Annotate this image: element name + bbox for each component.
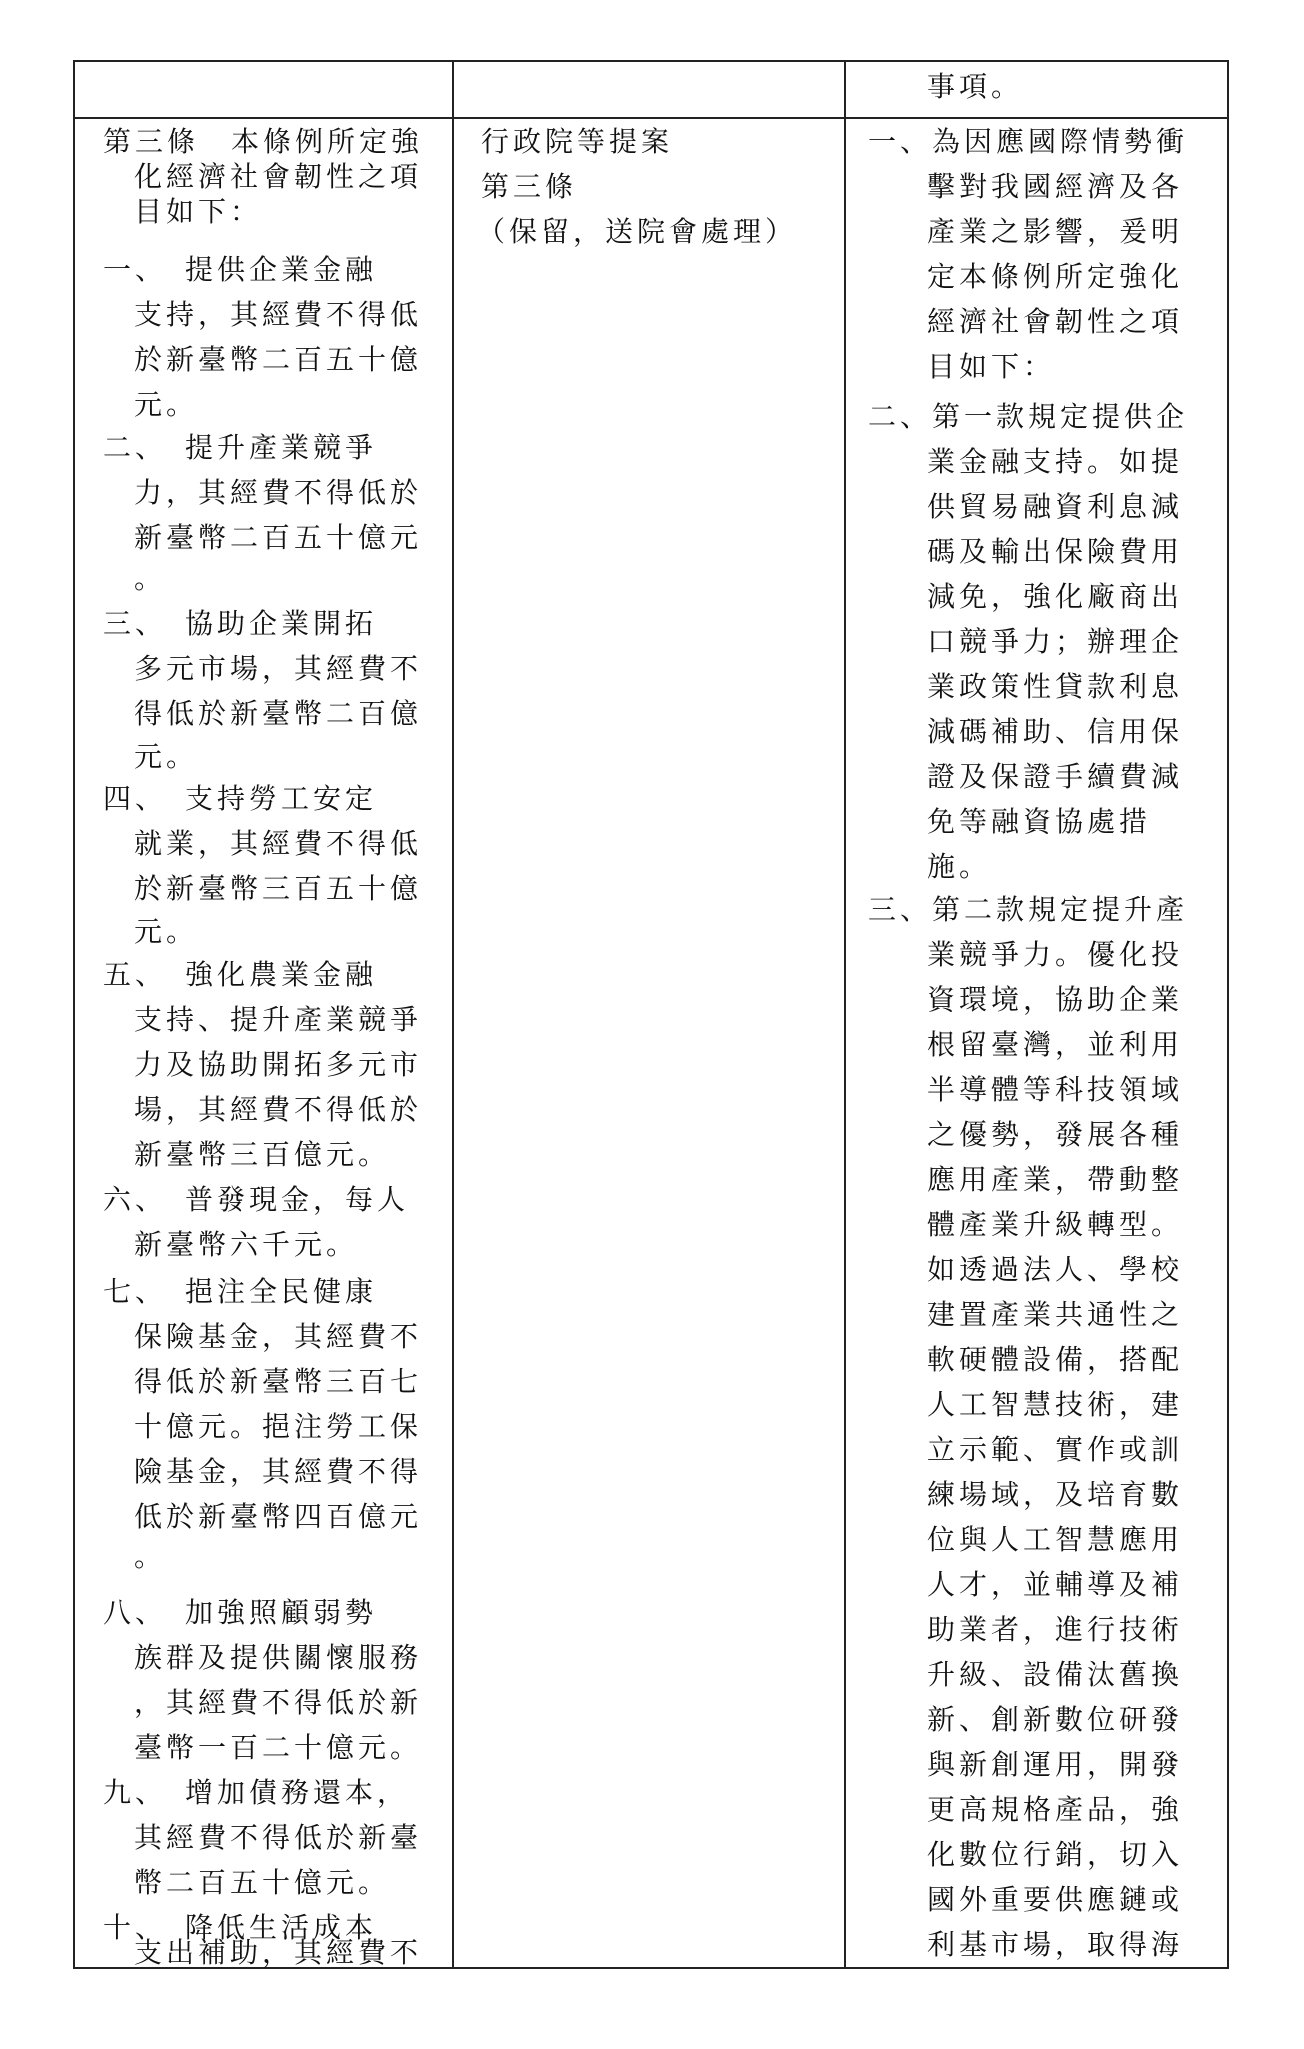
col1-line: 十、 降低生活成本 xyxy=(103,1911,378,1944)
col3-line: 助業者，進行技術 xyxy=(927,1613,1184,1646)
column-divider-1 xyxy=(452,62,454,1967)
col1-line: 三、 協助企業開拓 xyxy=(103,607,378,640)
col3-line: 業競爭力。優化投 xyxy=(927,938,1184,971)
col2-line: 第三條 xyxy=(481,170,578,203)
col3-line: 人工智慧技術，建 xyxy=(927,1388,1184,1421)
col1-line: 多元市場，其經費不 xyxy=(134,652,423,685)
col3-line: 國外重要供應鏈或 xyxy=(927,1883,1184,1916)
header-col3-text: 事項。 xyxy=(927,70,1024,103)
col3-line: 體產業升級轉型。 xyxy=(927,1208,1184,1241)
col1-line: ，其經費不得低於新 xyxy=(134,1686,423,1719)
col3-line: 證及保證手續費減 xyxy=(927,760,1184,793)
col1-line: 其經費不得低於新臺 xyxy=(134,1821,423,1854)
col3-line: 更高規格產品，強 xyxy=(927,1793,1184,1826)
col1-line: 二、 提升產業競爭 xyxy=(103,431,378,464)
col1-line: 四、 支持勞工安定 xyxy=(103,782,378,815)
col3-line: 利基市場，取得海 xyxy=(927,1928,1184,1961)
col1-line: 力，其經費不得低於 xyxy=(134,476,423,509)
col1-line: 得低於新臺幣三百七 xyxy=(134,1365,423,1398)
col1-line: 八、 加強照顧弱勢 xyxy=(103,1596,378,1629)
column-divider-2 xyxy=(844,62,846,1967)
col1-line: 支持、提升產業競爭 xyxy=(134,1003,423,1036)
col1-line: 臺幣一百二十億元。 xyxy=(134,1731,423,1764)
col1-line: 低於新臺幣四百億元 xyxy=(134,1500,423,1533)
col3-line: 升級、設備汰舊換 xyxy=(927,1658,1184,1691)
col1-line: 於新臺幣二百五十億 xyxy=(134,343,423,376)
col3-line: 擊對我國經濟及各 xyxy=(927,170,1184,203)
col1-line: 險基金，其經費不得 xyxy=(134,1455,423,1488)
header-row-divider xyxy=(75,117,1227,119)
col1-line: 元。 xyxy=(134,915,199,948)
col1-line: 就業，其經費不得低 xyxy=(134,827,423,860)
col3-line: 建置產業共通性之 xyxy=(927,1298,1184,1331)
col1-line: 。 xyxy=(134,562,167,595)
col3-line: 資環境，協助企業 xyxy=(927,983,1184,1016)
col1-line: 元。 xyxy=(134,388,199,421)
col1-line: 得低於新臺幣二百億 xyxy=(134,697,423,730)
col3-line: 減碼補助、信用保 xyxy=(927,715,1184,748)
col3-line: 目如下： xyxy=(927,350,1056,383)
col1-line: 支持，其經費不得低 xyxy=(134,298,423,331)
col3-line: 人才，並輔導及補 xyxy=(927,1568,1184,1601)
col3-line: 如透過法人、學校 xyxy=(927,1253,1184,1286)
col3-line: 口競爭力；辦理企 xyxy=(927,625,1184,658)
col3-line: 新、創新數位研發 xyxy=(927,1703,1184,1736)
col3-line: 減免，強化廠商出 xyxy=(927,580,1184,613)
col1-line: 第三條 本條例所定強 xyxy=(103,125,424,158)
col3-line: 業金融支持。如提 xyxy=(927,445,1184,478)
col1-line: 力及協助開拓多元市 xyxy=(134,1048,423,1081)
col3-line: 根留臺灣，並利用 xyxy=(927,1028,1184,1061)
col1-line: 新臺幣六千元。 xyxy=(134,1228,359,1261)
col3-line: 供貿易融資利息減 xyxy=(927,490,1184,523)
col1-line: 九、 增加債務還本， xyxy=(103,1776,410,1809)
col2-line: （保留，送院會處理） xyxy=(477,215,798,248)
col3-line: 化數位行銷，切入 xyxy=(927,1838,1184,1871)
col3-line: 立示範、實作或訓 xyxy=(927,1433,1184,1466)
col1-line: 場，其經費不得低於 xyxy=(134,1093,423,1126)
col1-line: 支出補助，其經費不 xyxy=(134,1936,423,1969)
col3-line: 與新創運用，開發 xyxy=(927,1748,1184,1781)
col1-line: 。 xyxy=(134,1540,167,1573)
col3-line: 應用產業，帶動整 xyxy=(927,1163,1184,1196)
col1-line: 目如下： xyxy=(134,195,263,228)
col1-line: 元。 xyxy=(134,740,199,773)
col3-line: 三、第二款規定提升產 xyxy=(868,893,1189,926)
col3-line: 半導體等科技領域 xyxy=(927,1073,1184,1106)
col1-line: 於新臺幣三百五十億 xyxy=(134,872,423,905)
col3-line: 經濟社會韌性之項 xyxy=(927,305,1184,338)
col1-line: 十億元。挹注勞工保 xyxy=(134,1410,423,1443)
col3-line: 碼及輸出保險費用 xyxy=(927,535,1184,568)
col1-line: 族群及提供關懷服務 xyxy=(134,1641,423,1674)
col1-line: 六、 普發現金，每人 xyxy=(103,1183,410,1216)
col3-line: 一、為因應國際情勢衝 xyxy=(868,125,1189,158)
col3-line: 二、第一款規定提供企 xyxy=(868,400,1189,433)
col3-line: 免等融資協處措 xyxy=(927,805,1152,838)
col3-line: 定本條例所定強化 xyxy=(927,260,1184,293)
col1-line: 新臺幣三百億元。 xyxy=(134,1138,391,1171)
col3-line: 之優勢，發展各種 xyxy=(927,1118,1184,1151)
col1-line: 七、 挹注全民健康 xyxy=(103,1275,378,1308)
col1-line: 一、 提供企業金融 xyxy=(103,253,378,286)
col3-line: 產業之影響，爰明 xyxy=(927,215,1184,248)
col3-line: 施。 xyxy=(927,850,992,883)
col1-line: 五、 強化農業金融 xyxy=(103,958,378,991)
col3-line: 練場域，及培育數 xyxy=(927,1478,1184,1511)
col1-line: 新臺幣二百五十億元 xyxy=(134,521,423,554)
col1-line: 化經濟社會韌性之項 xyxy=(134,160,423,193)
col2-line: 行政院等提案 xyxy=(481,125,674,158)
col3-line: 位與人工智慧應用 xyxy=(927,1523,1184,1556)
col3-line: 軟硬體設備，搭配 xyxy=(927,1343,1184,1376)
col1-line: 幣二百五十億元。 xyxy=(134,1866,391,1899)
col3-line: 業政策性貸款利息 xyxy=(927,670,1184,703)
col1-line: 保險基金，其經費不 xyxy=(134,1320,423,1353)
